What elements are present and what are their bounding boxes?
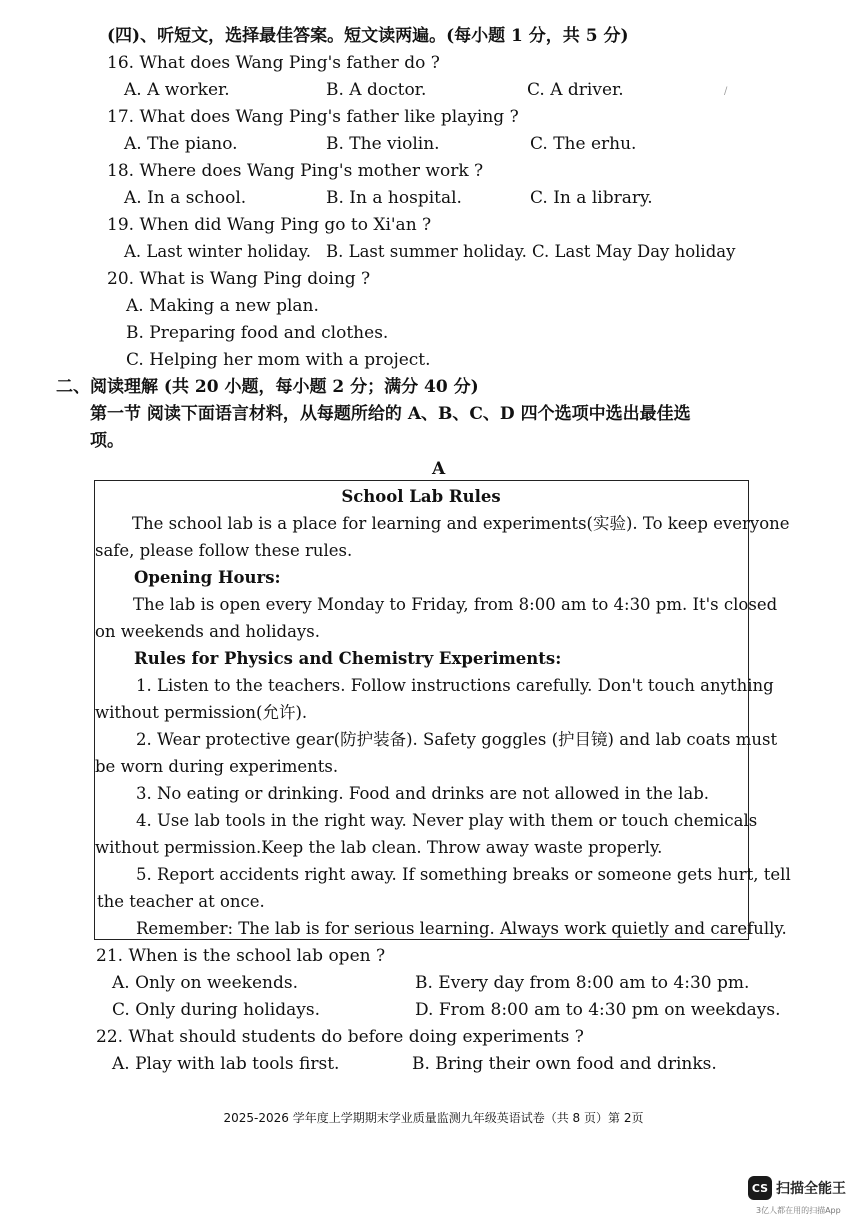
q16-option-c: C. A driver.	[527, 80, 624, 100]
question-17: 17. What does Wang Ping's father like playing ?	[107, 107, 519, 127]
rule-2: 2. Wear protective gear(防护装备). Safety goggles (护目镜) and lab coats must	[136, 730, 778, 749]
passage-line: without permission(允许).	[95, 703, 308, 722]
rule-1: 1. Listen to the teachers. Follow instructions carefully. Don't touch anything	[136, 676, 774, 695]
q17-option-c: C. The erhu.	[530, 134, 637, 154]
q21-option-a: A. Only on weekends.	[112, 973, 298, 993]
rules-heading: Rules for Physics and Chemistry Experiments:	[134, 649, 562, 668]
passage-line: the teacher at once.	[97, 892, 265, 911]
q21-option-b: B. Every day from 8:00 am to 4:30 pm.	[415, 973, 750, 993]
passage-title: School Lab Rules	[341, 487, 501, 506]
q20-option-c: C. Helping her mom with a project.	[126, 350, 431, 370]
passage-line: be worn during experiments.	[95, 757, 339, 776]
q20-option-b: B. Preparing food and clothes.	[126, 323, 389, 343]
passage-line: without permission.Keep the lab clean. Throw away waste properly.	[95, 838, 663, 857]
question-20: 20. What is Wang Ping doing ?	[107, 269, 371, 289]
cs-logo-icon: CS	[748, 1176, 772, 1200]
q17-option-b: B. The violin.	[326, 134, 440, 154]
reading-heading: 二、阅读理解 (共 20 小题，每小题 2 分；满分 40 分)	[56, 377, 479, 397]
q18-option-b: B. In a hospital.	[326, 188, 462, 208]
q16-option-a: A. A worker.	[124, 80, 230, 100]
q20-option-a: A. Making a new plan.	[126, 296, 319, 316]
rule-4: 4. Use lab tools in the right way. Never play with them or touch chemicals	[136, 811, 758, 830]
passage-line: on weekends and holidays.	[95, 622, 320, 641]
question-18: 18. Where does Wang Ping's mother work ?	[107, 161, 484, 181]
q19-option-b: B. Last summer holiday.	[326, 242, 527, 261]
q21-option-c: C. Only during holidays.	[112, 1000, 320, 1020]
scanner-tagline: 3亿人都在用的扫描App	[756, 1206, 841, 1215]
q18-option-a: A. In a school.	[124, 188, 247, 208]
q16-option-b: B. A doctor.	[326, 80, 427, 100]
q21-option-d: D. From 8:00 am to 4:30 pm on weekdays.	[415, 1000, 781, 1020]
page-footer: 2025-2026 学年度上学期期末学业质量监测九年级英语试卷（共 8 页）第 2页	[223, 1111, 644, 1125]
rule-3: 3. No eating or drinking. Food and drinks are not allowed in the lab.	[136, 784, 710, 803]
q22-option-a: A. Play with lab tools first.	[112, 1054, 340, 1074]
question-21: 21. When is the school lab open ?	[96, 946, 386, 966]
passage-line: The lab is open every Monday to Friday, from 8:00 am to 4:30 pm. It's closed	[133, 595, 778, 614]
q18-option-c: C. In a library.	[530, 188, 653, 208]
question-16: 16. What does Wang Ping's father do ?	[107, 53, 440, 73]
passage-letter: A	[432, 459, 446, 479]
scanner-app-name: 扫描全能王	[776, 1181, 846, 1197]
stray-mark: /	[724, 86, 728, 97]
opening-hours-heading: Opening Hours:	[134, 568, 281, 587]
question-19: 19. When did Wang Ping go to Xi'an ?	[107, 215, 432, 235]
remember-note: Remember: The lab is for serious learning. Always work quietly and carefully.	[136, 919, 787, 938]
q19-option-c: C. Last May Day holiday	[532, 242, 736, 261]
passage-line: The school lab is a place for learning and experiments(实验). To keep everyone	[132, 514, 790, 533]
section-instruction-line2: 项。	[90, 431, 124, 451]
q22-option-b: B. Bring their own food and drinks.	[412, 1054, 717, 1074]
q17-option-a: A. The piano.	[124, 134, 238, 154]
q19-option-a: A. Last winter holiday.	[124, 242, 311, 261]
passage-line: safe, please follow these rules.	[95, 541, 353, 560]
section-instruction-line1: 第一节 阅读下面语言材料，从每题所给的 A、B、C、D 四个选项中选出最佳选	[90, 404, 691, 424]
listening-heading: (四)、听短文，选择最佳答案。短文读两遍。(每小题 1 分，共 5 分)	[107, 26, 629, 46]
rule-5: 5. Report accidents right away. If something breaks or someone gets hurt, tell	[136, 865, 791, 884]
passage-box	[94, 480, 791, 940]
scanner-logo	[748, 1176, 846, 1200]
question-22: 22. What should students do before doing experiments ?	[96, 1027, 584, 1047]
